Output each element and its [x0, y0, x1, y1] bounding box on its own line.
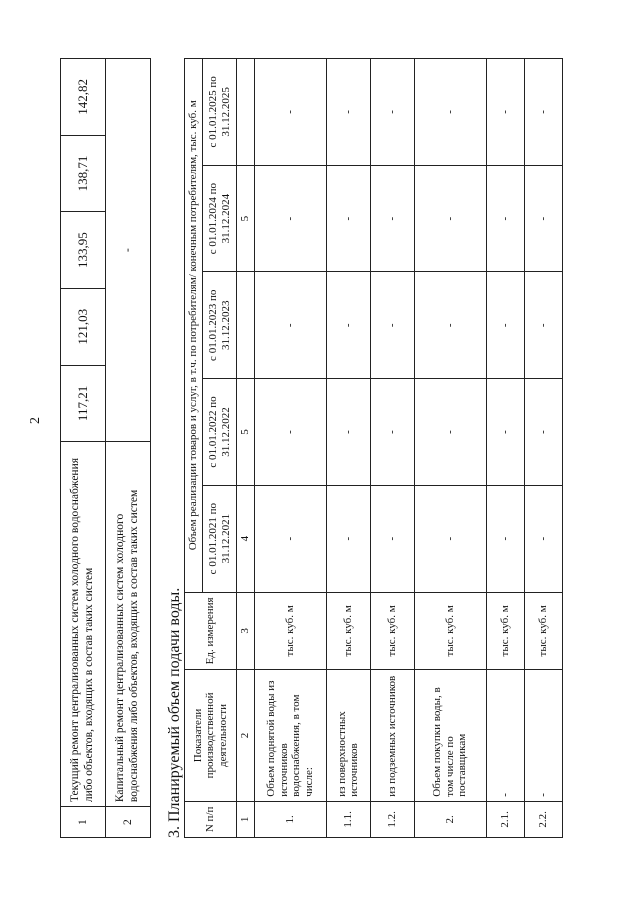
table-row: [370, 59, 414, 838]
value-cell: 133,95: [61, 212, 106, 289]
row-unit: тыс. куб. м: [524, 592, 562, 670]
header-indicator: Показатели производственной деятельности: [185, 670, 237, 802]
row-indicator: Объем покупки воды, в том числе по поставщикам: [414, 670, 486, 802]
row-n: 2.1.: [486, 801, 524, 837]
value-cell: -: [524, 59, 562, 166]
table-row: [486, 59, 524, 838]
value-cell: -: [486, 59, 524, 166]
header-row: [185, 59, 203, 838]
row-n: 1.: [254, 801, 326, 837]
value-cell: -: [486, 272, 524, 379]
row-indicator: Объем поднятой воды из источников водоснабжения, в том числе:: [254, 670, 326, 802]
section-title: 3. Планируемый объем подачи воды.: [166, 587, 183, 838]
col-number: 5: [237, 379, 255, 486]
value-cell: -: [414, 379, 486, 486]
table-row: [414, 59, 486, 838]
value-cell: -: [414, 165, 486, 272]
row-n: 2.2.: [524, 801, 562, 837]
value-cell: -: [254, 59, 326, 166]
value-cell: -: [524, 379, 562, 486]
row-n: 1.2.: [370, 801, 414, 837]
table-row: [254, 59, 326, 838]
row-description: Текущий ремонт централизованных систем холодного водоснабжения либо объектов, входящих в состав таких систем: [61, 442, 106, 807]
value-cell: -: [326, 485, 370, 592]
row-unit: тыс. куб. м: [326, 592, 370, 670]
value-cell: -: [370, 272, 414, 379]
row-indicator: -: [486, 670, 524, 802]
water-supply-table: [184, 58, 563, 838]
value-cell: -: [486, 165, 524, 272]
value-cell: -: [254, 165, 326, 272]
value-cell: 121,03: [61, 288, 106, 365]
row-n: 2.: [414, 801, 486, 837]
row-description: Капитальный ремонт централизованных систем холодного водоснабжения либо объектов, входящих в состав таких систем: [106, 442, 151, 807]
row-unit: тыс. куб. м: [254, 592, 326, 670]
value-cell: -: [486, 379, 524, 486]
header-period: с 01.01.2025 по 31.12.2025: [203, 59, 237, 166]
value-cell: -: [326, 272, 370, 379]
value-cell: -: [370, 59, 414, 166]
row-number: 2: [106, 807, 151, 838]
row-indicator: из подземных источников: [370, 670, 414, 802]
row-indicator: из поверхностных источников: [326, 670, 370, 802]
value-cell: -: [370, 485, 414, 592]
value-cell: -: [370, 379, 414, 486]
value-cell: -: [370, 165, 414, 272]
value-cell: -: [414, 272, 486, 379]
value-cell: -: [486, 485, 524, 592]
col-number: 5: [237, 165, 255, 272]
value-cell: 117,21: [61, 365, 106, 442]
page-number: 2: [28, 417, 43, 424]
header-period: с 01.01.2024 по 31.12.2024: [203, 165, 237, 272]
row-indicator: -: [524, 670, 562, 802]
col-number: 4: [237, 485, 255, 592]
table-row: [524, 59, 562, 838]
value-cell: 142,82: [61, 59, 106, 136]
value-cell: -: [414, 59, 486, 166]
header-n: N п/п: [185, 801, 237, 837]
value-cell: -: [326, 165, 370, 272]
header-unit: Ед. измерения: [185, 592, 237, 670]
table-row: [106, 59, 151, 838]
header-group: Объем реализации товаров и услуг, в т.ч. по потребителям/ конечным потребителям, тыс. куб. м: [185, 59, 203, 593]
col-number: [237, 59, 255, 166]
table-row: [61, 59, 106, 838]
header-period: с 01.01.2021 по 31.12.2021: [203, 485, 237, 592]
value-cell: -: [254, 272, 326, 379]
row-n: 1.1.: [326, 801, 370, 837]
col-number: 1: [237, 801, 255, 837]
value-cell: -: [106, 59, 151, 442]
value-cell: -: [254, 485, 326, 592]
table-row: [326, 59, 370, 838]
numbering-row: [237, 59, 255, 838]
row-number: 1: [61, 807, 106, 838]
value-cell: -: [254, 379, 326, 486]
repair-table: [60, 58, 151, 838]
header-period: с 01.01.2023 по 31.12.2023: [203, 272, 237, 379]
value-cell: -: [326, 59, 370, 166]
row-unit: тыс. куб. м: [370, 592, 414, 670]
value-cell: -: [524, 165, 562, 272]
col-number: [237, 272, 255, 379]
value-cell: -: [414, 485, 486, 592]
value-cell: 138,71: [61, 135, 106, 212]
header-period: с 01.01.2022 по 31.12.2022: [203, 379, 237, 486]
rotated-sheet: [60, 58, 580, 838]
value-cell: -: [524, 485, 562, 592]
col-number: 2: [237, 670, 255, 802]
value-cell: -: [524, 272, 562, 379]
value-cell: -: [326, 379, 370, 486]
row-unit: тыс. куб. м: [486, 592, 524, 670]
col-number: 3: [237, 592, 255, 670]
row-unit: тыс. куб. м: [414, 592, 486, 670]
